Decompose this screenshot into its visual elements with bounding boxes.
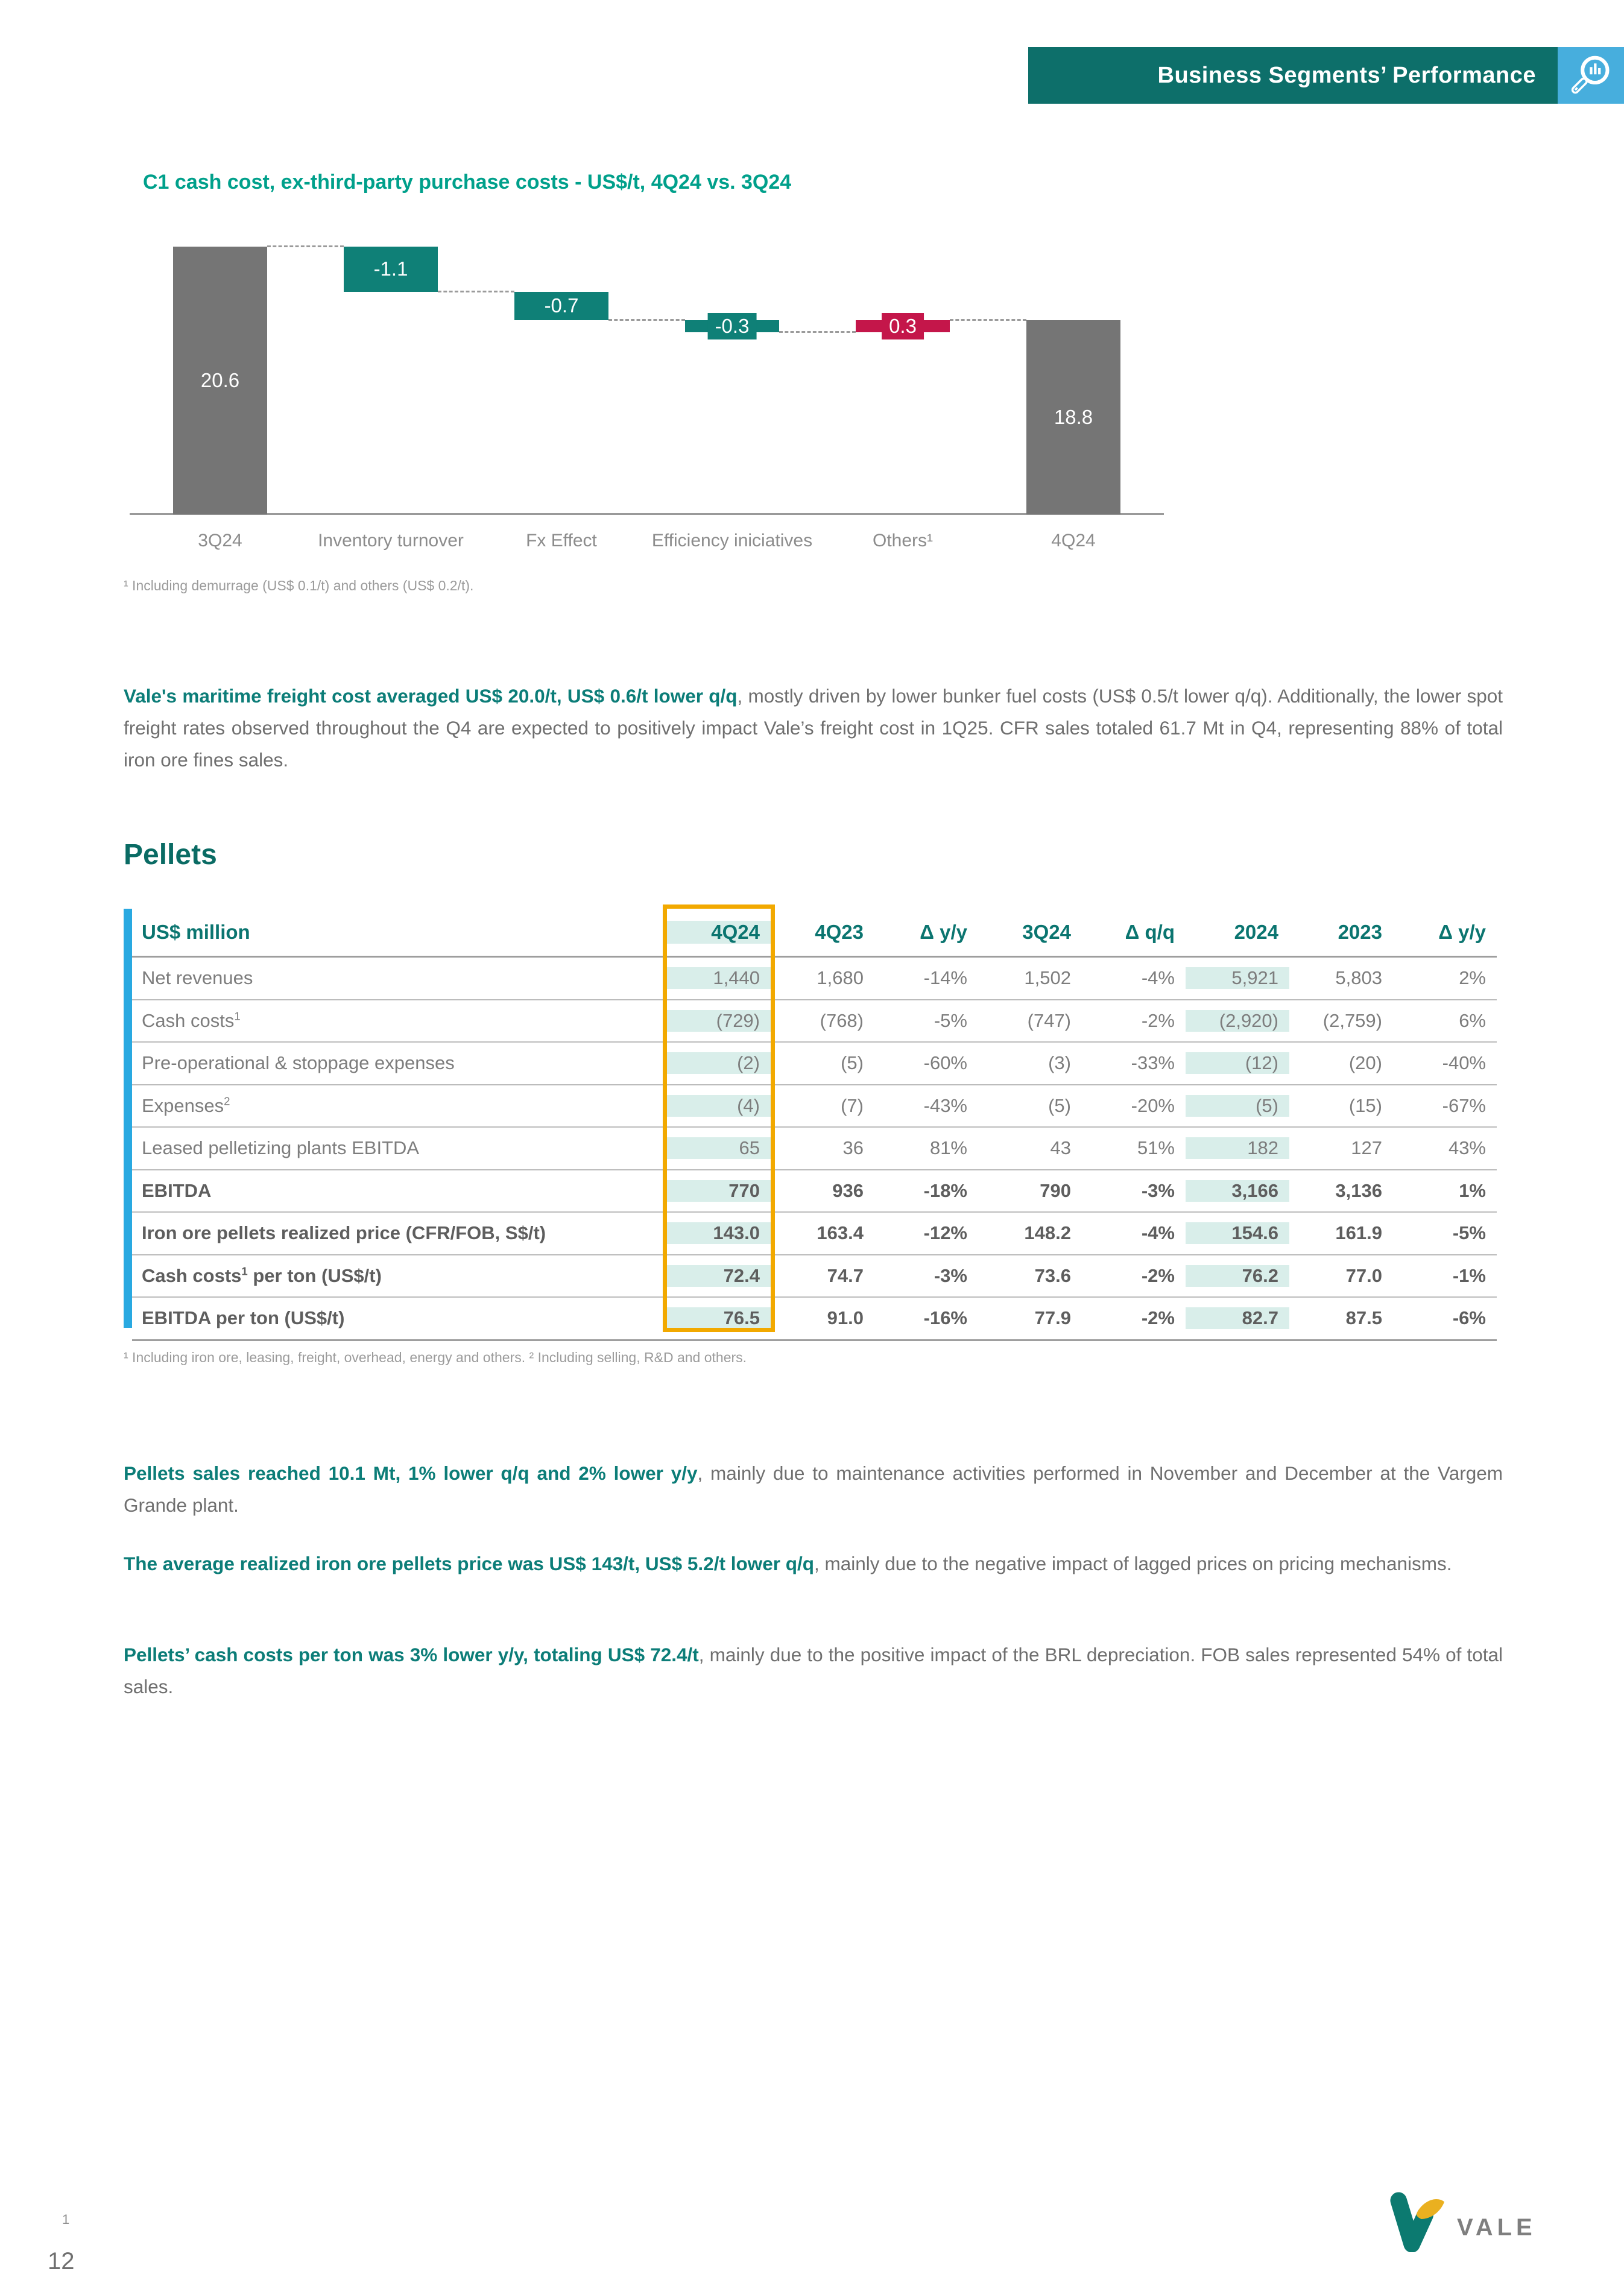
paragraph-lead: Pellets sales reached 10.1 Mt, 1% lower q/q and 2% lower y/y: [124, 1462, 698, 1484]
paragraph-lead: Pellets’ cash costs per ton was 3% lower y/y, totaling US$ 72.4/t: [124, 1643, 699, 1665]
badge-title: Business Segments’ Performance: [1157, 62, 1536, 88]
table-cell: 51%: [1137, 1137, 1175, 1159]
table-cell: (20): [1348, 1052, 1382, 1074]
vale-logo: [1381, 2186, 1537, 2252]
paragraph-body: , mostly driven by lower bunker fuel costs (US$ 0.5/t lower q/q). Additionally, the lower spot freight rates observed throughout the Q4 are expected to positively impact Vale’s freight cost in 1Q25. CFR sales totaled 61.7 Mt in Q4, representing 88% of total iron ore fines sales.: [124, 684, 1503, 771]
table-cell: 77.9: [1034, 1307, 1071, 1329]
table-row-label: Cash costs$^1$: [142, 1009, 241, 1031]
table-cell: (5): [841, 1052, 864, 1074]
paragraph-price: [124, 1548, 1503, 1580]
wf-category-label: Efficiency iniciatives: [651, 531, 813, 551]
table-cell: 43: [1050, 1137, 1071, 1159]
table-column-header: 2023: [1338, 921, 1382, 943]
table-cell: -2%: [1141, 1264, 1175, 1286]
vale-logo-text: VALE: [1457, 2214, 1537, 2241]
wf-bar-value: 18.8: [1054, 406, 1093, 429]
table-unit-header: US$ million: [142, 921, 250, 943]
table-cell: 91.0: [827, 1307, 864, 1329]
table-cell: (12): [1186, 1052, 1289, 1074]
table-accent-bar: [124, 909, 132, 1328]
table-cell: -40%: [1442, 1052, 1486, 1074]
table-column-header: Δ y/y: [920, 921, 967, 943]
wf-connector: [438, 291, 514, 292]
chart-footnote: ¹ Including demurrage (US$ 0.1/t) and others (US$ 0.2/t).: [124, 578, 474, 593]
table-row: [132, 1126, 1497, 1169]
table-row: [132, 1041, 1497, 1084]
table-row-label: Expenses$^2$: [142, 1094, 230, 1116]
wf-bar-value: -0.3: [708, 313, 757, 339]
table-cell: (5): [1048, 1094, 1071, 1116]
table-cell: -67%: [1442, 1094, 1486, 1116]
table-column-header: 3Q24: [1022, 921, 1071, 943]
table-row-label: EBITDA per ton (US$/t): [142, 1307, 345, 1329]
table-row: [132, 1296, 1497, 1341]
table-cell: 182: [1186, 1137, 1289, 1159]
table-cell: (7): [841, 1094, 864, 1116]
table-column-header: 4Q23: [815, 921, 864, 943]
table-column-header: 4Q24: [667, 921, 771, 944]
wf-bar-value: 20.6: [200, 369, 240, 391]
page-number: 12: [48, 2248, 75, 2275]
wf-bar-value: -0.7: [544, 294, 579, 317]
table-cell: (5): [1186, 1095, 1289, 1117]
wf-connector: [779, 331, 856, 333]
chart-title: C1 cash cost, ex-third-party purchase costs - US$/t, 4Q24 vs. 3Q24: [143, 171, 792, 194]
table-row-label: Iron ore pellets realized price (CFR/FOB, S$/t): [142, 1222, 546, 1244]
table-row-label: Leased pelletizing plants EBITDA: [142, 1137, 420, 1159]
table-cell: (2,759): [1322, 1009, 1382, 1031]
table-column-header: 2024: [1234, 921, 1278, 943]
table-cell: -3%: [934, 1264, 967, 1286]
table-cell: 790: [1040, 1179, 1071, 1201]
wf-bar-value: -1.1: [373, 257, 408, 280]
section-title-pellets: Pellets: [124, 839, 217, 871]
table-cell: 143.0: [667, 1222, 771, 1244]
table-cell: (2,920): [1186, 1010, 1289, 1032]
table-cell: 1,680: [817, 967, 864, 989]
table-row: [132, 1254, 1497, 1297]
table-row-label: Pre-operational & stoppage expenses: [142, 1052, 455, 1074]
table-row: [132, 956, 1497, 999]
table-cell: 127: [1351, 1137, 1382, 1159]
table-cell: 5,921: [1186, 967, 1289, 989]
table-cell: 77.0: [1345, 1264, 1382, 1286]
wf-category-label: 3Q24: [198, 531, 242, 551]
table-cell: -14%: [923, 967, 967, 989]
paragraph-sales: [124, 1457, 1503, 1521]
table-cell: 76.2: [1186, 1265, 1289, 1287]
footer-footnote-mark: 1: [62, 2212, 70, 2227]
table-cell: -20%: [1131, 1094, 1175, 1116]
table-cell: 3,136: [1335, 1179, 1382, 1201]
table-cell: (4): [667, 1095, 771, 1117]
table-cell: (15): [1348, 1094, 1382, 1116]
wf-category-label: Fx Effect: [526, 531, 597, 551]
table-cell: (3): [1048, 1052, 1071, 1074]
table-cell: (729): [667, 1010, 771, 1032]
table-cell: 73.6: [1034, 1264, 1071, 1286]
table-footnote: ¹ Including iron ore, leasing, freight, overhead, energy and others. ² Including selling, R&D and others.: [124, 1350, 747, 1365]
table-cell: 6%: [1459, 1009, 1486, 1031]
table-cell: 1,502: [1024, 967, 1071, 989]
table-cell: 161.9: [1335, 1222, 1382, 1244]
table-column-header: Δ q/q: [1125, 921, 1175, 943]
paragraph-body: , mainly due to maintenance activities performed in November and December at the Vargem Grande plant.: [124, 1462, 1503, 1516]
paragraph-cash-costs: [124, 1639, 1503, 1703]
wf-connector: [950, 319, 1026, 321]
table-cell: -2%: [1141, 1307, 1175, 1329]
table-cell: 154.6: [1186, 1222, 1289, 1244]
table-cell: 81%: [929, 1137, 967, 1159]
table-row: [132, 1084, 1497, 1127]
table-cell: 936: [832, 1179, 864, 1201]
wf-category-label: Others¹: [872, 531, 934, 551]
table-cell: 36: [842, 1137, 864, 1159]
table-cell: -16%: [923, 1307, 967, 1329]
table-header-row: [132, 909, 1497, 956]
paragraph-lead: Vale's maritime freight cost averaged US$ 20.0/t, US$ 0.6/t lower q/q: [124, 684, 738, 707]
section-badge: [1028, 47, 1558, 104]
wf-category-label: Inventory turnover: [318, 531, 464, 551]
table-cell: -4%: [1141, 1222, 1175, 1244]
wf-bar-value: 0.3: [882, 313, 924, 339]
paragraph-lead: The average realized iron ore pellets price was US$ 143/t, US$ 5.2/t lower q/q: [124, 1552, 814, 1574]
table-cell: -12%: [923, 1222, 967, 1244]
table-cell: 72.4: [667, 1265, 771, 1287]
table-row: [132, 1169, 1497, 1212]
table-cell: 2%: [1459, 967, 1486, 989]
table-cell: 3,166: [1186, 1180, 1289, 1202]
pellets-table: [124, 909, 1497, 1341]
table-cell: -3%: [1141, 1179, 1175, 1201]
table-cell: (2): [667, 1052, 771, 1074]
table-cell: 43%: [1448, 1137, 1486, 1159]
table-row-label: Cash costs$^1$ per ton (US$/t): [142, 1264, 382, 1286]
vale-logo-mark: [1381, 2186, 1453, 2252]
paragraph-freight: [124, 680, 1503, 776]
table-row-label: Net revenues: [142, 967, 253, 989]
wf-category-label: 4Q24: [1051, 531, 1096, 551]
table-cell: 76.5: [667, 1307, 771, 1329]
table-cell: 1,440: [667, 967, 771, 989]
table-row: [132, 999, 1497, 1042]
table-cell: -18%: [923, 1179, 967, 1201]
magnifier-bar-chart-icon: [1558, 47, 1624, 104]
table-cell: 74.7: [827, 1264, 864, 1286]
table-cell: -5%: [1452, 1222, 1486, 1244]
table-cell: -43%: [923, 1094, 967, 1116]
table-cell: -6%: [1452, 1307, 1486, 1329]
table-cell: (747): [1027, 1009, 1071, 1031]
table-cell: 148.2: [1024, 1222, 1071, 1244]
table-cell: -1%: [1452, 1264, 1486, 1286]
table-cell: 65: [667, 1137, 771, 1159]
table-cell: -5%: [934, 1009, 967, 1031]
wf-connector: [267, 245, 344, 247]
table-cell: 1%: [1459, 1179, 1486, 1201]
table-column-header: Δ y/y: [1438, 921, 1486, 943]
paragraph-body: , mainly due to the negative impact of lagged prices on pricing mechanisms.: [814, 1552, 1452, 1574]
table-cell: -2%: [1141, 1009, 1175, 1031]
table-cell: 87.5: [1345, 1307, 1382, 1329]
table-row-label: EBITDA: [142, 1179, 212, 1201]
paragraph-body: , mainly due to the positive impact of the BRL depreciation. FOB sales represented 54% of total sales.: [124, 1643, 1503, 1697]
wf-connector: [608, 319, 685, 321]
table-cell: 5,803: [1335, 967, 1382, 989]
table-cell: 770: [667, 1180, 771, 1202]
table-row: [132, 1211, 1497, 1254]
chart-x-axis: [130, 513, 1164, 515]
table-cell: -33%: [1131, 1052, 1175, 1074]
table-cell: -4%: [1141, 967, 1175, 989]
table-cell: (768): [820, 1009, 864, 1031]
table-cell: 163.4: [817, 1222, 864, 1244]
table-cell: -60%: [923, 1052, 967, 1074]
table-cell: 82.7: [1186, 1307, 1289, 1329]
